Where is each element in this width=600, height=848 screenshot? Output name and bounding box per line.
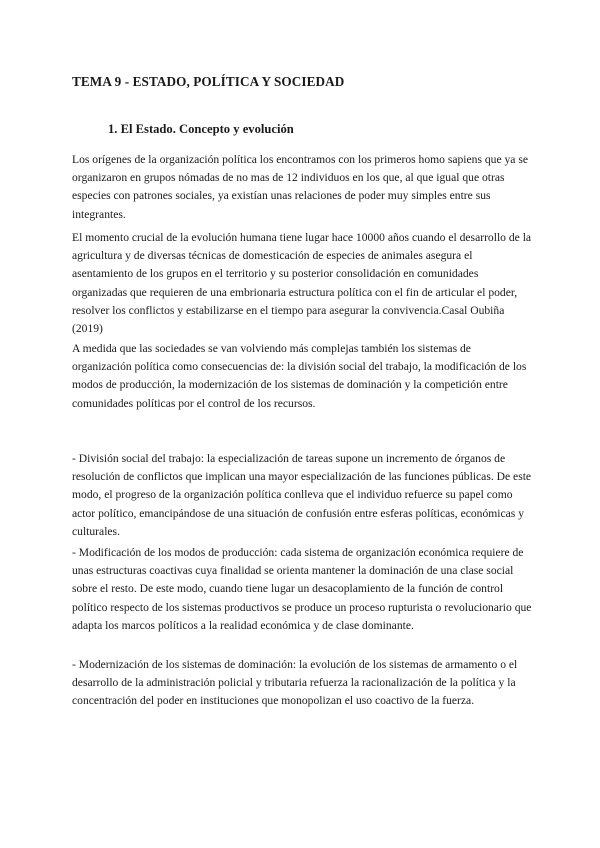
document-title: TEMA 9 - ESTADO, POLÍTICA Y SOCIEDAD [72, 74, 345, 89]
paragraph-origins: Los orígenes de la organización política los encontramos con los primeros homo sapiens que ya se organizaron en grupos nómadas de no mas de 12 individuos en los que, al que igual que otras especies con patrones sociales, ya existían unas relaciones de poder muy simples entre sus integrantes. [72, 153, 529, 221]
bullet-division-social: - División social del trabajo: la especialización de tareas supone un incremento de órganos de resolución de conflictos que implican una mayor especialización de las funciones públicas. De este modo, el progreso de la organización política conlleva que el individuo refuerce su papel como actor político, emancipándose de una situación de confusión entre esferas políticas, económicas y culturales. [72, 452, 532, 538]
paragraph-crucial-moment: El momento crucial de la evolución humana tiene lugar hace 10000 años cuando el desarrollo de la agricultura y de diversas técnicas de domesticación de especies de animales asegura el asentamiento de los grupos en el territorio y su posterior consolidación en comunidades organizadas que requieren de una embrionaria estructura política con el fin de articular el poder, resolver los conflictos y estabilizarse en el tiempo para asegurar la convivencia.Casal Oubiña (2019) [72, 231, 532, 336]
section-heading: 1. El Estado. Concepto y evolución [108, 122, 294, 136]
bullet-modernizacion: - Modernización de los sistemas de dominación: la evolución de los sistemas de armamento o el desarrollo de la administración policial y tributaria refuerza la racionalización de la política y la concentración del poder en instituciones que monopolizan el uso coactivo de la fuerza. [72, 658, 518, 708]
bullet-modos-produccion: - Modificación de los modos de producción: cada sistema de organización económica requiere de unas estructuras coactivas cuya finalidad se orienta mantener la dominación de una clase social sobre el resto. De este modo, cuando tiene lugar un desacoplamiento de la función de control político respecto de los sistemas productivos se produce un proceso rupturista o revolucionario que adapta los marcos políticos a la realidad económica y de clase dominante. [72, 546, 532, 632]
paragraph-complex-societies: A medida que las sociedades se van volviendo más complejas también los sistemas de organización política como consecuencias de: la división social del trabajo, la modificación de los modos de producción, la modernización de los sistemas de dominación y la competición entre comunidades políticas por el control de los recursos. [72, 342, 527, 410]
